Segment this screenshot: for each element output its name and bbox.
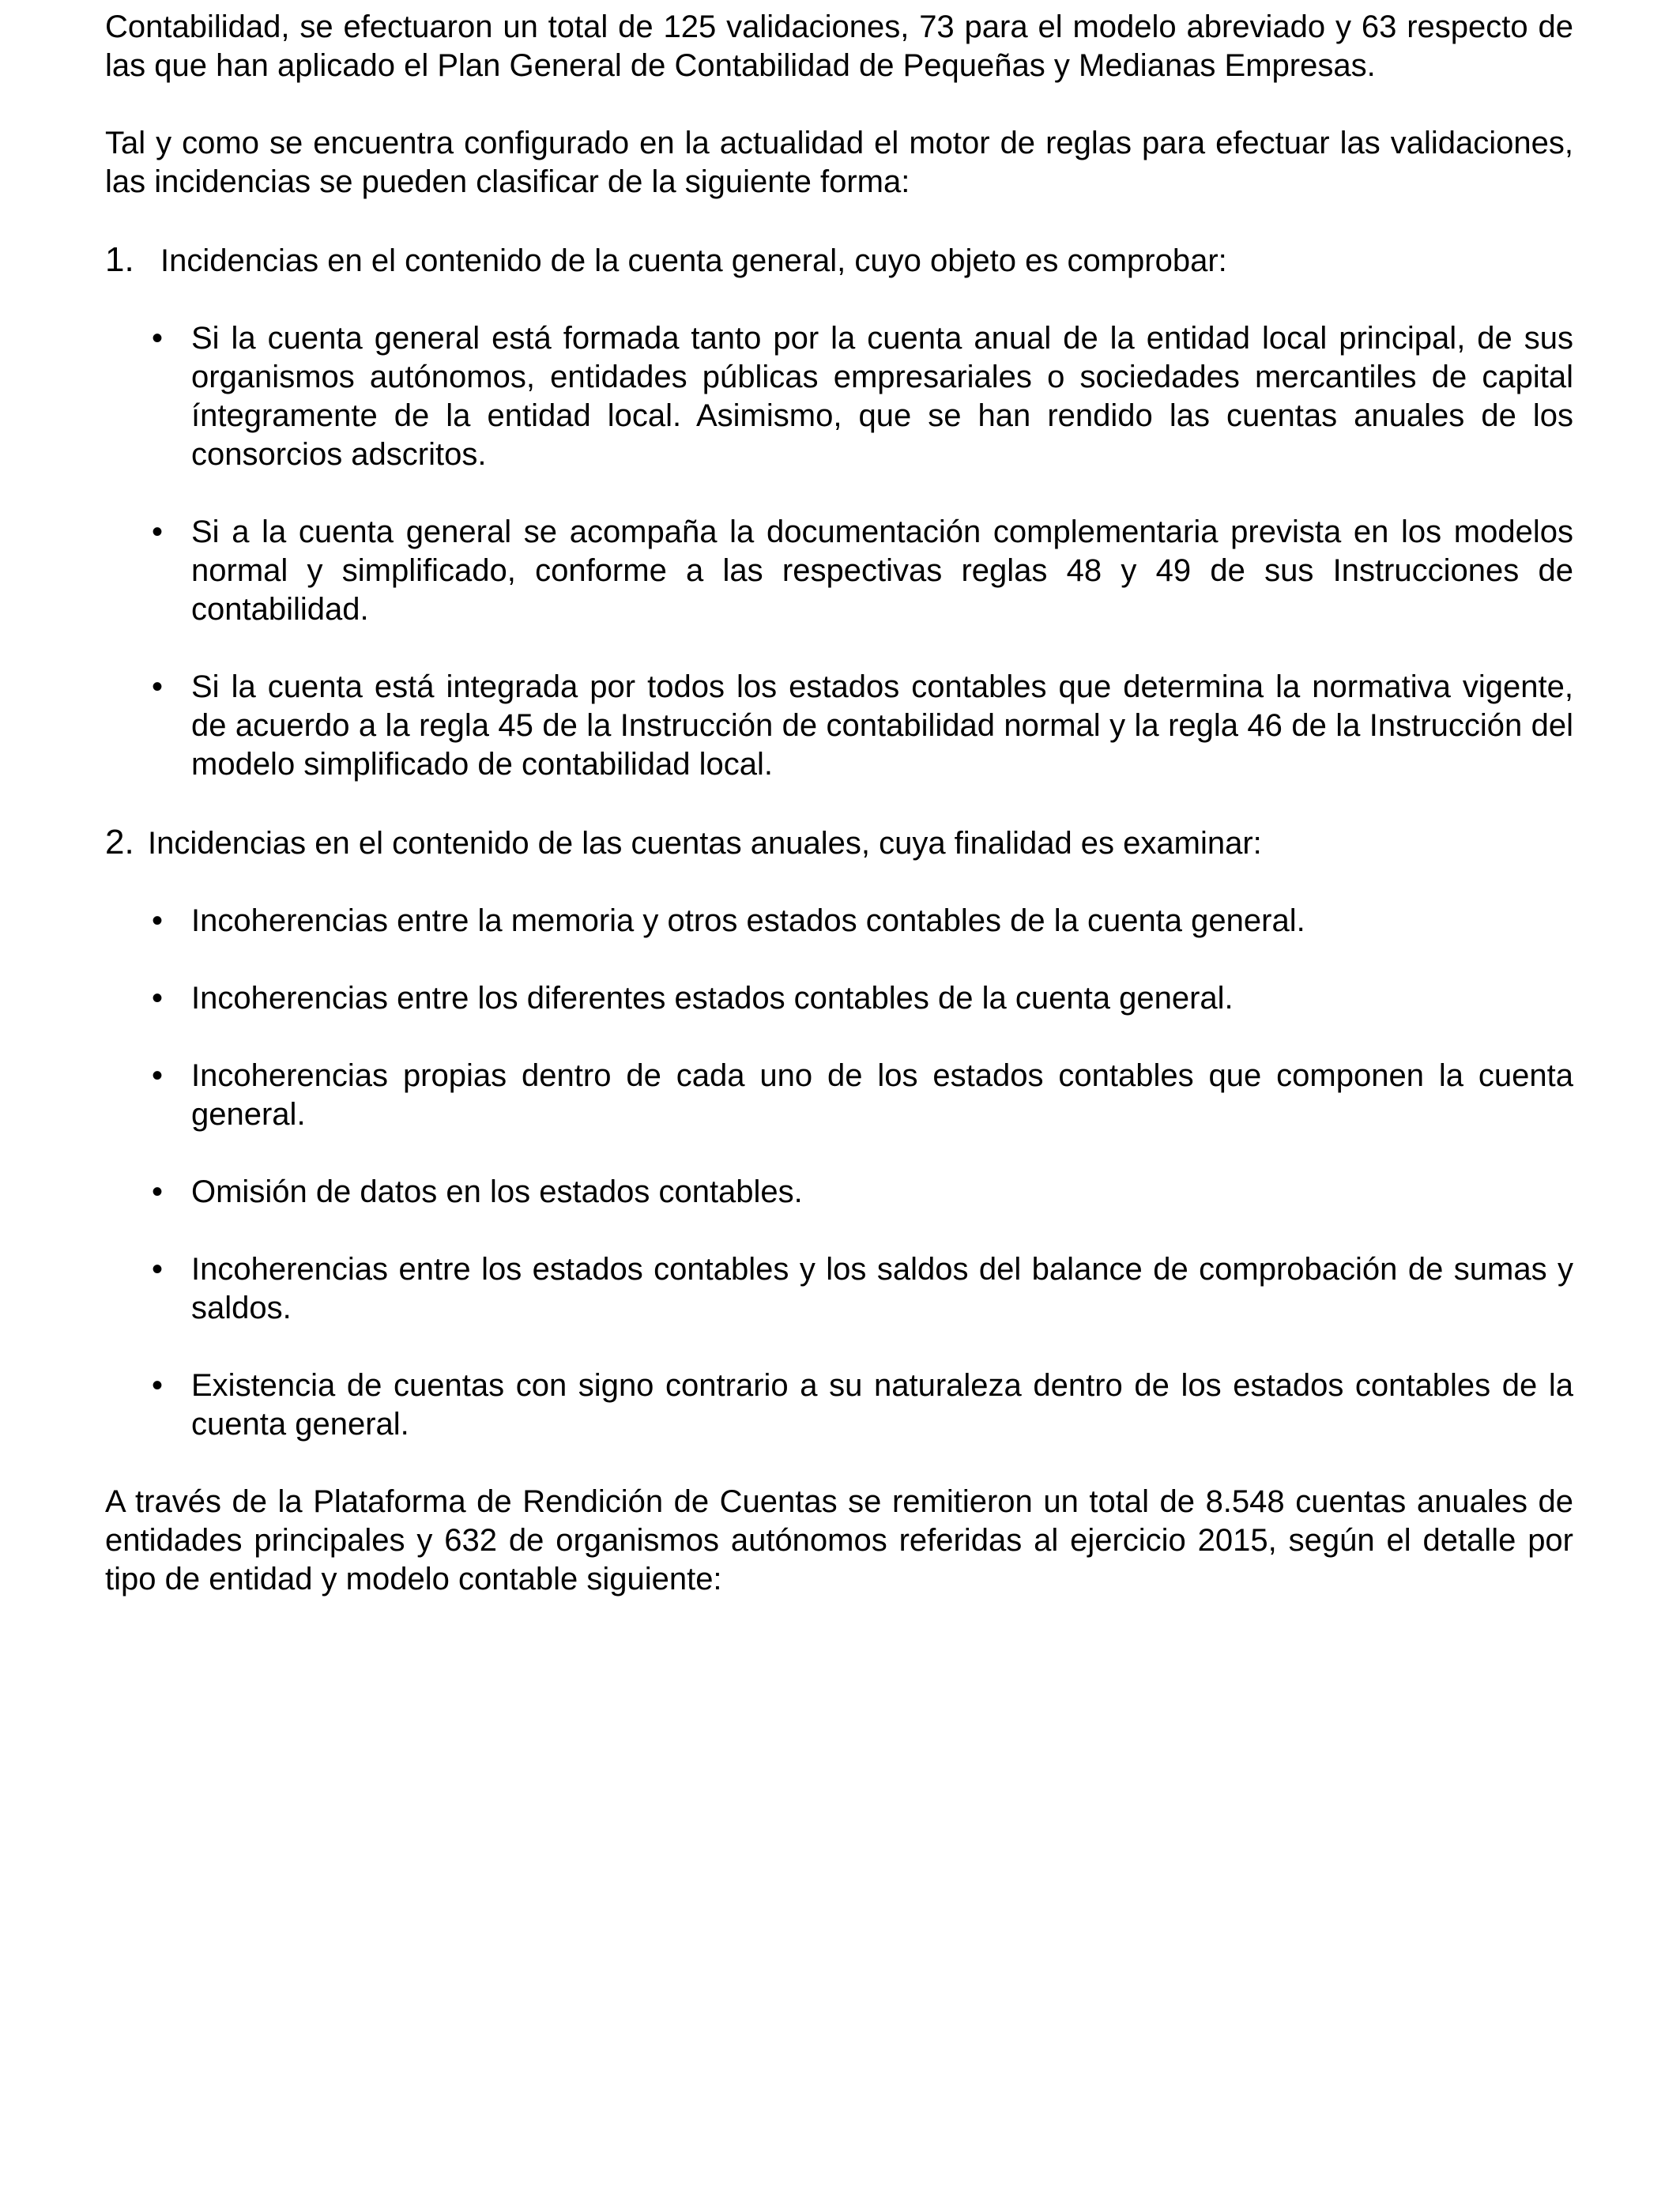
bullet-text: Incoherencias entre los estados contables y los saldos del balance de comprobación de sumas y saldos.: [191, 1252, 1573, 1325]
bullet-icon: •: [151, 1058, 163, 1093]
bullet-icon: •: [151, 321, 163, 356]
section-1-number: 1.: [105, 240, 134, 279]
classification-paragraph: Tal y como se encuentra configurado en la actualidad el motor de reglas para efectuar las validaciones, las incidencias se pueden clasificar de la siguiente forma:: [105, 126, 1573, 199]
bullet-text: Incoherencias propias dentro de cada uno de los estados contables que componen la cuenta general.: [191, 1058, 1573, 1132]
document-page: [105, 8, 1573, 1599]
bullet-text: Existencia de cuentas con signo contrario a su naturaleza dentro de los estados contables de la cuenta general.: [191, 1368, 1573, 1442]
section-2-bullet: [105, 902, 1573, 941]
section-2-bullet: [105, 1173, 1573, 1212]
section-2-heading: [105, 823, 1573, 863]
bullet-icon: •: [151, 1174, 163, 1209]
section-2-number: 2.: [105, 823, 134, 861]
section-2-bullet: [105, 979, 1573, 1018]
section-1-bullet: [105, 319, 1573, 474]
bullet-text: Incoherencias entre la memoria y otros estados contables de la cuenta general.: [191, 903, 1305, 938]
bullet-text: Incoherencias entre los diferentes estados contables de la cuenta general.: [191, 981, 1234, 1016]
bullet-icon: •: [151, 981, 163, 1016]
section-1-heading-text: Incidencias en el contenido de la cuenta general, cuyo objeto es comprobar:: [160, 243, 1227, 278]
bullet-icon: •: [151, 1368, 163, 1403]
section-2-bullet: [105, 1250, 1573, 1328]
section-1-bullet: [105, 668, 1573, 784]
bullet-icon: •: [151, 669, 163, 704]
bullet-text: Si a la cuenta general se acompaña la documentación complementaria prevista en los modelos normal y simplificado, conforme a las respectivas reglas 48 y 49 de sus Instrucciones de contabilidad.: [191, 515, 1573, 627]
bullet-icon: •: [151, 515, 163, 549]
section-2-heading-text: Incidencias en el contenido de las cuentas anuales, cuya finalidad es examinar:: [148, 826, 1262, 861]
section-1-bullet: [105, 513, 1573, 629]
bullet-icon: •: [151, 1252, 163, 1287]
intro-paragraph: Contabilidad, se efectuaron un total de 125 validaciones, 73 para el modelo abreviado y 63 respecto de las que han aplicado el Plan General de Contabilidad de Pequeñas y Medianas Empresas.: [105, 9, 1573, 83]
section-1-heading: [105, 240, 1573, 281]
bullet-text: Si la cuenta general está formada tanto por la cuenta anual de la entidad local principal, de sus organismos autónomos, entidades públicas empresariales o sociedades mercantiles de capital íntegramente de la entidad local. Asimismo, que se han rendido las cuentas anuales de los consorcios adscritos.: [191, 321, 1573, 472]
bullet-text: Omisión de datos en los estados contables.: [191, 1174, 803, 1209]
section-2-bullet: [105, 1057, 1573, 1134]
closing-paragraph: A través de la Plataforma de Rendición de Cuentas se remitieron un total de 8.548 cuentas anuales de entidades principales y 632 de organismos autónomos referidas al ejercicio 2015, según el detalle por tipo de entidad y modelo contable siguiente:: [105, 1484, 1573, 1596]
bullet-text: Si la cuenta está integrada por todos los estados contables que determina la normativa vigente, de acuerdo a la regla 45 de la Instrucción de contabilidad normal y la regla 46 de la Instrucción del modelo simplificado de contabilidad local.: [191, 669, 1573, 782]
section-2-bullet: [105, 1367, 1573, 1444]
bullet-icon: •: [151, 903, 163, 938]
